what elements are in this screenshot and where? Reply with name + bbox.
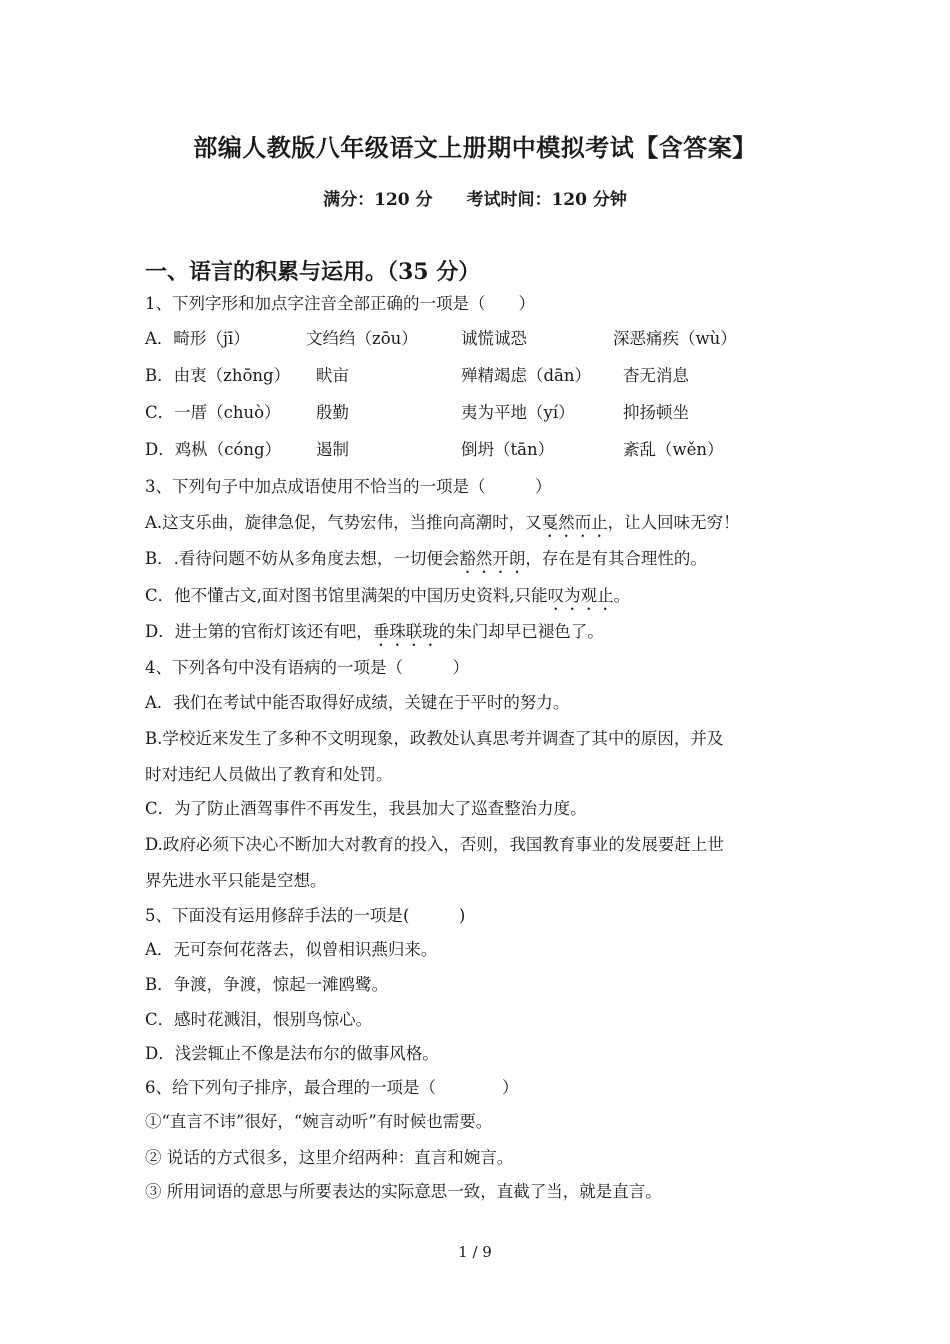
q4-option-d-line1: D.政府必须下决心不断加大对教育的投入，否则，我国教育事业的发展要赶上世 <box>145 835 724 854</box>
q3-option-b <box>145 548 707 577</box>
q3-d-text-pre: D．进士第的官衔灯该还有吧， <box>145 622 373 641</box>
q3-b-text-pre: B．.看待问题不妨从多角度去想，一切便会 <box>145 549 460 568</box>
question-3-stem: 3、下列句子中加点成语使用不恰当的一项是（ ） <box>145 477 552 496</box>
q1-option-b-3: 殚精竭虑（dān） <box>461 366 592 385</box>
q1-option-b-1: B．由衷（zhōng） <box>145 366 291 385</box>
section-heading: 一、语言的积累与运用。（35 分） <box>145 259 481 285</box>
exam-info <box>0 185 950 210</box>
q3-c-idiom: 叹为观止 <box>547 586 614 605</box>
q3-c-text-post: 。 <box>613 586 631 605</box>
q1-option-b-4: 杳无消息 <box>623 366 689 385</box>
q6-sentence-1: ①“直言不讳”很好，“婉言动听”有时候也需要。 <box>145 1112 493 1131</box>
q1-option-d-1: D．鸡枞（cóng） <box>145 440 282 459</box>
page-number: 1 / 9 <box>458 1243 492 1261</box>
q3-d-text-post: 的朱门却早已褪色了。 <box>438 622 604 641</box>
q3-option-a <box>145 512 740 541</box>
q1-option-a-4: 深恶痛疾（wù） <box>613 329 737 348</box>
question-4-stem: 4、下列各句中没有语病的一项是（ ） <box>145 658 469 677</box>
q1-option-d-2: 遏制 <box>316 440 349 459</box>
full-score: 满分：120 分 <box>323 190 433 210</box>
q5-option-b: B．争渡，争渡，惊起一滩鸥鹭。 <box>145 975 389 994</box>
q3-a-text-post: ，让人回味无穷！ <box>607 513 740 532</box>
q6-sentence-2: ② 说话的方式很多，这里介绍两种：直言和婉言。 <box>145 1148 514 1167</box>
q5-option-c: C．感时花溅泪，恨别鸟惊心。 <box>145 1010 373 1029</box>
q5-option-a: A．无可奈何花落去，似曾相识燕归来。 <box>145 940 438 959</box>
q3-b-idiom: 豁然开朗 <box>459 549 526 568</box>
q6-sentence-3: ③ 所用词语的意思与所要表达的实际意思一致，直截了当，就是直言。 <box>145 1182 662 1201</box>
q1-option-d-4: 紊乱（wěn） <box>623 440 724 459</box>
q3-d-idiom: 垂珠联珑 <box>372 622 439 641</box>
q3-option-c <box>145 585 630 614</box>
q4-option-b-line2: 时对违纪人员做出了教育和处罚。 <box>145 765 393 784</box>
q1-option-c-4: 抑扬顿坐 <box>623 403 689 422</box>
q4-option-b-line1: B.学校近来发生了多种不文明现象，政教处认真思考并调查了其中的原因，并及 <box>145 729 724 748</box>
q3-a-idiom: 戛然而止 <box>541 513 608 532</box>
q4-option-d-line2: 界先进水平只能是空想。 <box>145 871 327 890</box>
q1-option-a-2: 文绉绉（zōu） <box>306 329 418 348</box>
question-6-stem: 6、给下列句子排序，最合理的一项是（ ） <box>145 1078 519 1097</box>
exam-time: 考试时间：120 分钟 <box>466 190 627 210</box>
q3-option-d <box>145 621 604 650</box>
q1-option-c-3: 夷为平地（yí） <box>461 403 575 422</box>
q1-option-b-2: 畎亩 <box>316 366 349 385</box>
q3-c-text-pre: C．他不懂古文,面对图书馆里满架的中国历史资料,只能 <box>145 586 548 605</box>
page-title: 部编人教版八年级语文上册期中模拟考试【含答案】 <box>193 133 757 162</box>
q4-option-c: C．为了防止酒驾事件不再发生，我县加大了巡查整治力度。 <box>145 799 587 818</box>
q1-option-d-3: 倒坍（tān） <box>461 440 555 459</box>
q3-b-text-post: ，存在是有其合理性的。 <box>525 549 707 568</box>
q1-option-a-1: A．畸形（jī） <box>145 329 250 348</box>
question-5-stem: 5、下面没有运用修辞手法的一项是( ) <box>145 906 466 925</box>
q5-option-d: D．浅尝辄止不像是法布尔的做事风格。 <box>145 1044 439 1063</box>
q3-a-text-pre: A.这支乐曲，旋律急促，气势宏伟，当推向高潮时，又 <box>145 513 542 532</box>
q1-option-c-1: C．一厝（chuò） <box>145 403 281 422</box>
q1-option-c-2: 殷勤 <box>316 403 349 422</box>
q4-option-a: A．我们在考试中能否取得好成绩，关键在于平时的努力。 <box>145 693 570 712</box>
question-1-stem: 1、下列字形和加点字注音全部正确的一项是（ ） <box>145 294 535 313</box>
q1-option-a-3: 诚慌诚恐 <box>461 329 527 348</box>
